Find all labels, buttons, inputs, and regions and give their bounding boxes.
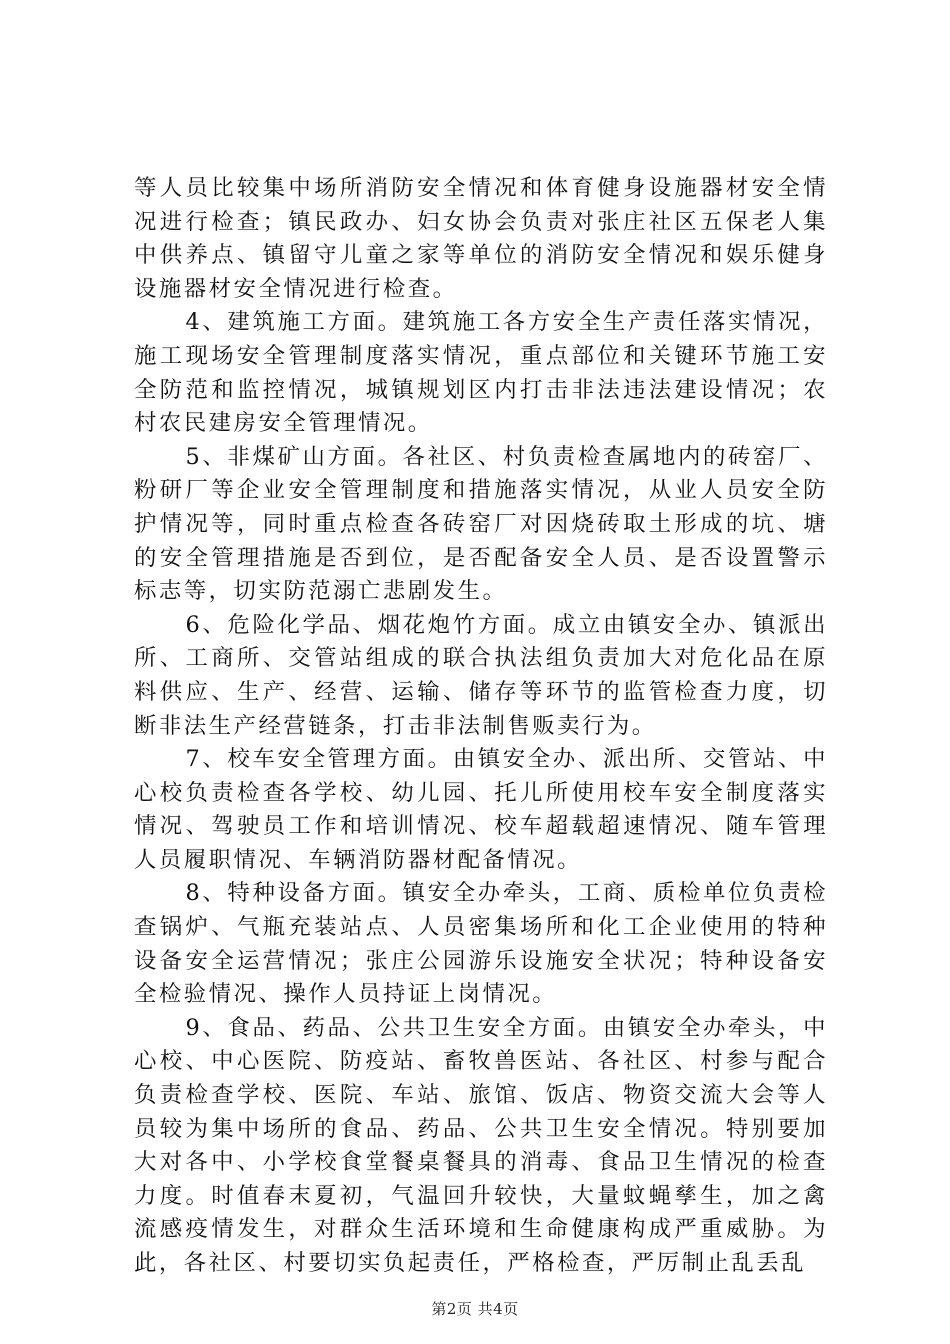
page-footer: 第2页 共4页	[431, 1300, 519, 1318]
document-body	[134, 172, 828, 1281]
paragraph-3: 5、非煤矿山方面。各社区、村负责检查属地内的砖窑厂、粉研厂等企业安全管理制度和措施落实情况，从业人员安全防护情况等，同时重点检查各砖窑厂对因烧砖取土形成的坑、塘的安全管理措施是否到位，是否配备安全人员、是否设置警示标志等，切实防范溺亡悲剧发生。	[134, 443, 828, 605]
paragraph-1: 等人员比较集中场所消防安全情况和体育健身设施器材安全情况进行检查；镇民政办、妇女协会负责对张庄社区五保老人集中供养点、镇留守儿童之家等单位的消防安全情况和娱乐健身设施器材安全情况进行检查。	[134, 175, 828, 302]
paragraph-4: 6、危险化学品、烟花炮竹方面。成立由镇安全办、镇派出所、工商所、交管站组成的联合执法组负责加大对危化品在原料供应、生产、经营、运输、储存等环节的监管检查力度，切断非法生产经营链条，打击非法制售贩卖行为。	[134, 611, 828, 739]
paragraph-2: 4、建筑施工方面。建筑施工各方安全生产责任落实情况，施工现场安全管理制度落实情况，重点部位和关键环节施工安全防范和监控情况，城镇规划区内打击非法违法建设情况；农村农民建房安全管理情况。	[134, 309, 828, 437]
paragraph-7: 9、食品、药品、公共卫生安全方面。由镇安全办牵头，中心校、中心医院、防疫站、畜牧兽医站、各社区、村参与配合负责检查学校、医院、车站、旅馆、饭店、物资交流大会等人员较为集中场所的食品、药品、公共卫生安全情况。特别要加大对各中、小学校食堂餐桌餐具的消毒、食品卫生情况的检查力度。时值春末夏初，气温回升较快，大量蚊蝇孳生，加之禽流感疫情发生，对群众生活环境和生命健康构成严重威胁。为此，各社区、村要切实负起责任，严格检查，严厉制止乱丢乱	[134, 1014, 828, 1276]
paragraph-5: 7、校车安全管理方面。由镇安全办、派出所、交管站、中心校负责检查各学校、幼儿园、托儿所使用校车安全制度落实情况、驾驶员工作和培训情况、校车超载超速情况、随车管理人员履职情况、车辆消防器材配备情况。	[134, 746, 828, 873]
paragraph-6: 8、特种设备方面。镇安全办牵头，工商、质检单位负责检查锅炉、气瓶充装站点、人员密集场所和化工企业使用的特种设备安全运营情况；张庄公园游乐设施安全状况；特种设备安全检验情况、操作人员持证上岗情况。	[134, 880, 828, 1008]
